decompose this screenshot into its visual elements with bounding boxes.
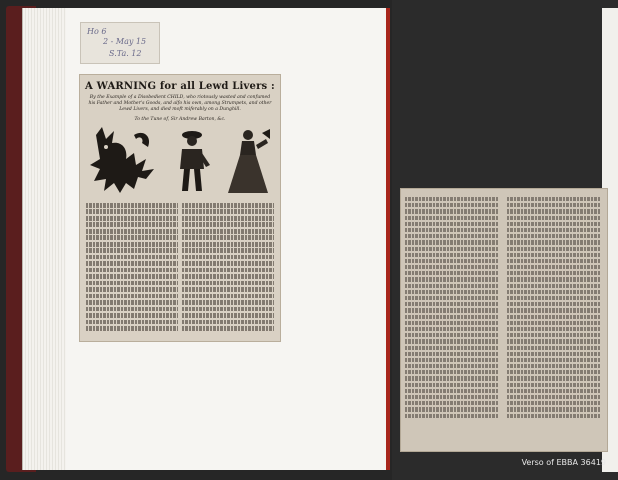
verso-caption: Verso of EBBA 36419 [521, 458, 606, 467]
slip-line-2: 2 - May 15 [103, 37, 147, 46]
broadside-recto [79, 74, 281, 342]
slip-line-1: Ho 6 [87, 27, 107, 36]
woodcut-man-icon [172, 125, 212, 195]
slip-line-3: S.Ta. 12 [109, 49, 142, 58]
broadside-verso [400, 188, 608, 452]
page-edges [22, 8, 69, 470]
verso-column-right [507, 197, 601, 443]
broadside-tune: To the Tune of, Sir Andrew Barton, &c. [134, 117, 226, 122]
woodcut-woman-icon [224, 125, 272, 195]
catalogue-slip [80, 22, 160, 64]
broadside-title: A WARNING for all Lewd Livers : [85, 81, 275, 92]
broadside-subtitle: By the Example of a Disobedient CHILD, who riotously wasted and confumed his Father and Mother's Goods, and alfo his own, among Strumpets, and other Lewd Livers, and died moft miferably on a Dunghill. [88, 95, 272, 112]
woodcut-devil-icon [88, 125, 160, 195]
page-edge-red [386, 8, 390, 470]
verso-column-left [405, 197, 499, 443]
verse-column-left [86, 203, 178, 335]
verse-column-right [182, 203, 274, 335]
